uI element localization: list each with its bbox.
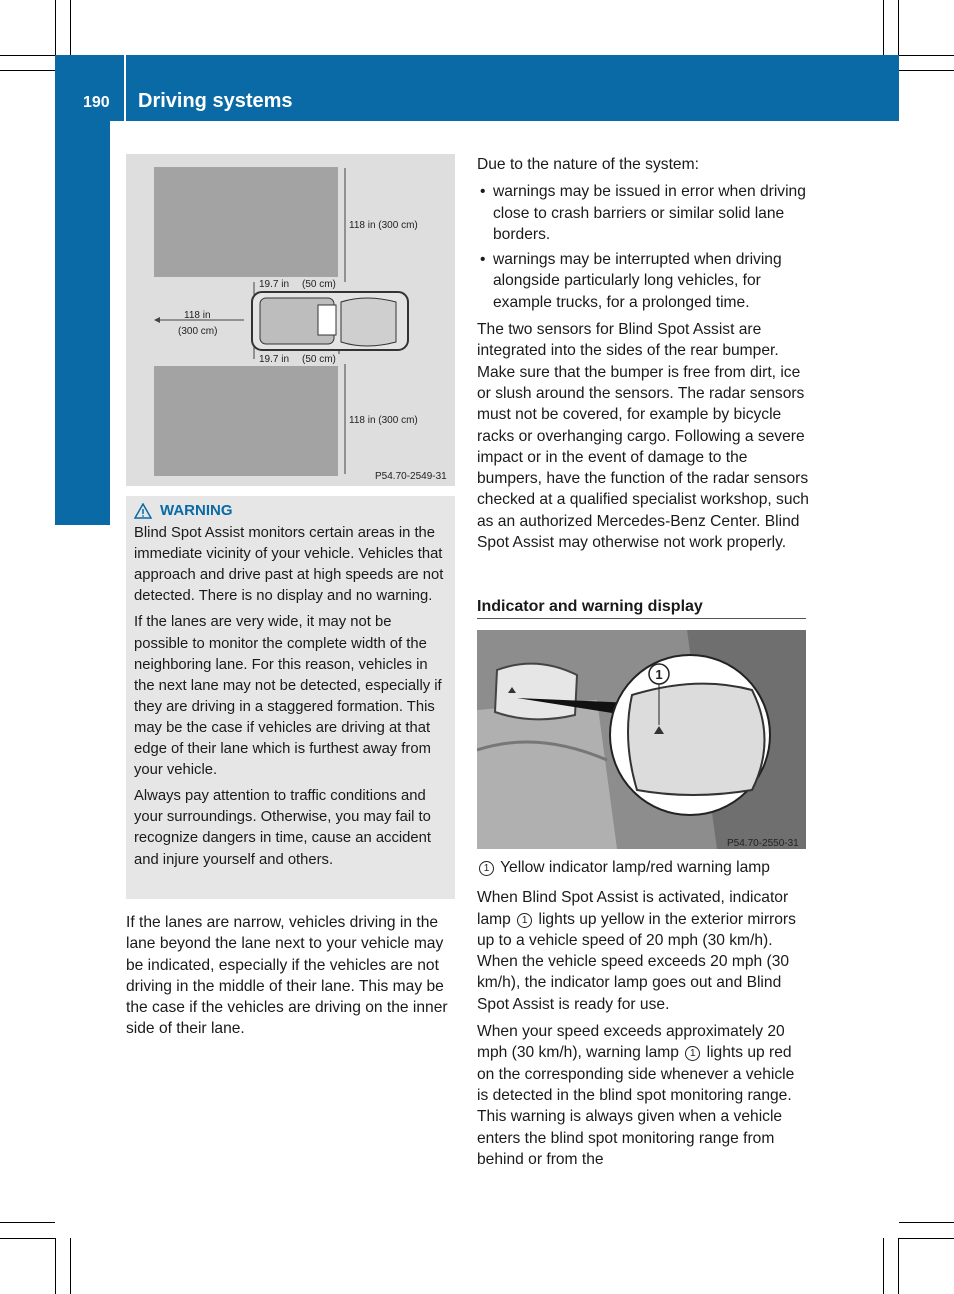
detection-range-diagram <box>126 154 455 486</box>
crop-mark <box>898 0 899 55</box>
figure-code: P54.70-2550-31 <box>727 838 799 849</box>
indicator-text-b: lights up yellow in the exterior mirrors up to a vehicle speed of 20 mph (30 km/h). When the vehicle speed exceeds 20 mph (30 km/h), the indicator lamp goes out and Blind Spot Assist is ready for use. <box>477 910 796 1013</box>
dim-lateral-bottom-cm: (50 cm) <box>302 354 336 365</box>
warning-header <box>134 500 449 521</box>
page-number: 190 <box>83 94 110 111</box>
mirror-illustration <box>477 630 806 849</box>
crop-mark <box>883 1238 884 1294</box>
crop-mark <box>899 1222 954 1223</box>
detection-range-figure <box>126 154 455 486</box>
crop-mark <box>0 1222 55 1223</box>
limitations-list <box>477 181 809 313</box>
callout-symbol: 1 <box>517 913 532 928</box>
list-item: • warnings may be issued in error when driving close to crash barriers or similar solid lane borders. <box>477 181 809 245</box>
crop-mark <box>899 1238 954 1239</box>
crop-mark <box>898 1238 899 1294</box>
warning-lamp-text-a: When your speed exceeds approximately 20 mph (30 km/h), warning lamp <box>477 1023 785 1062</box>
warning-box <box>126 496 455 899</box>
crop-mark <box>0 70 55 71</box>
dim-behind-cm: (300 cm) <box>178 326 218 337</box>
caption-text: Yellow indicator lamp/red warning lamp <box>500 859 770 876</box>
warning-paragraph: If the lanes are very wide, it may not be possible to monitor the complete width of the neighboring lane. For this reason, vehicles in the next lane may not be detected, especially if they are driving in a staggered formation. This may be the case if vehicles are driving at that edge of their lane which is furthest away from your vehicle. <box>134 614 442 779</box>
crop-mark <box>0 55 55 56</box>
indicator-text-a: When Blind Spot Assist is activated, indicator lamp <box>477 889 789 928</box>
right-column-upper <box>477 154 809 559</box>
figure-code: P54.70-2549-31 <box>375 471 447 482</box>
side-tab-label: Driving and parking <box>72 245 101 481</box>
crop-mark <box>899 55 954 56</box>
crop-mark <box>70 1238 71 1294</box>
crop-mark <box>0 1238 55 1239</box>
dim-behind-in: 118 in <box>184 310 211 321</box>
intro-text: Due to the nature of the system: <box>477 156 699 173</box>
warning-lamp-paragraph <box>477 1021 809 1170</box>
figure-caption <box>477 857 809 878</box>
dim-lateral-top-in: 19.7 in <box>259 279 290 290</box>
crop-mark <box>899 70 954 71</box>
sensor-paragraph: The two sensors for Blind Spot Assist are integrated into the sides of the rear bumper. Make sure that the bumper is free from dirt, ice or slush around the sensors. The radar sensors must not be covered, for example by bicycle racks or overhanging cargo. Following a severe impact or in the event of damage to the bumpers, have the function of the radar sensors checked at a qualified specialist workshop, such as an authorized Mercedes-Benz Center. Blind Spot Assist may otherwise not work properly. <box>477 321 809 552</box>
left-paragraph <box>126 912 458 1046</box>
callout-number: 1 <box>655 667 663 682</box>
crop-mark <box>55 1238 56 1294</box>
crop-mark <box>55 0 56 55</box>
mirror-figure <box>477 630 806 849</box>
warning-triangle-icon <box>134 503 152 519</box>
dim-lateral-top-cm: (50 cm) <box>302 279 336 290</box>
warning-paragraph: Always pay attention to traffic conditions and your surroundings. Otherwise, you may fail to recognize dangers in time, cause an accident and injure yourself and others. <box>134 788 431 868</box>
warning-lamp-text-b: lights up red on the corresponding side whenever a vehicle is detected in the blind spot monitoring range. This warning is always given when a vehicle enters the blind spot monitoring range from behind or from the <box>477 1044 795 1168</box>
callout-symbol: 1 <box>479 861 494 876</box>
warning-paragraph: Blind Spot Assist monitors certain areas in the immediate vicinity of your vehicle. Vehicles that approach and drive past at high speeds are not detected. There is no display and no warning. <box>134 525 444 605</box>
crop-mark <box>883 0 884 55</box>
warning-title: WARNING <box>160 502 233 519</box>
list-item: • warnings may be interrupted when driving alongside particularly long vehicles, for example trucks, for a prolonged time. <box>477 249 809 313</box>
indicator-paragraph <box>477 887 809 1015</box>
header-divider <box>124 55 126 121</box>
dim-front-zone: 118 in (300 cm) <box>349 415 418 426</box>
section-title: Driving systems <box>138 90 293 112</box>
dim-lateral-bottom-in: 19.7 in <box>259 354 290 365</box>
dim-rear-zone: 118 in (300 cm) <box>349 220 418 231</box>
narrow-lanes-text: If the lanes are narrow, vehicles driving in the lane beyond the lane next to your vehicle may be indicated, especially if the vehicles are not driving in the middle of their lane. This may be the case if the vehicles are driving on the inner side of their lane. <box>126 914 448 1038</box>
right-column-lower <box>477 857 809 1176</box>
crop-mark <box>70 0 71 55</box>
subheading: Indicator and warning display <box>477 598 806 619</box>
callout-symbol: 1 <box>685 1046 700 1061</box>
